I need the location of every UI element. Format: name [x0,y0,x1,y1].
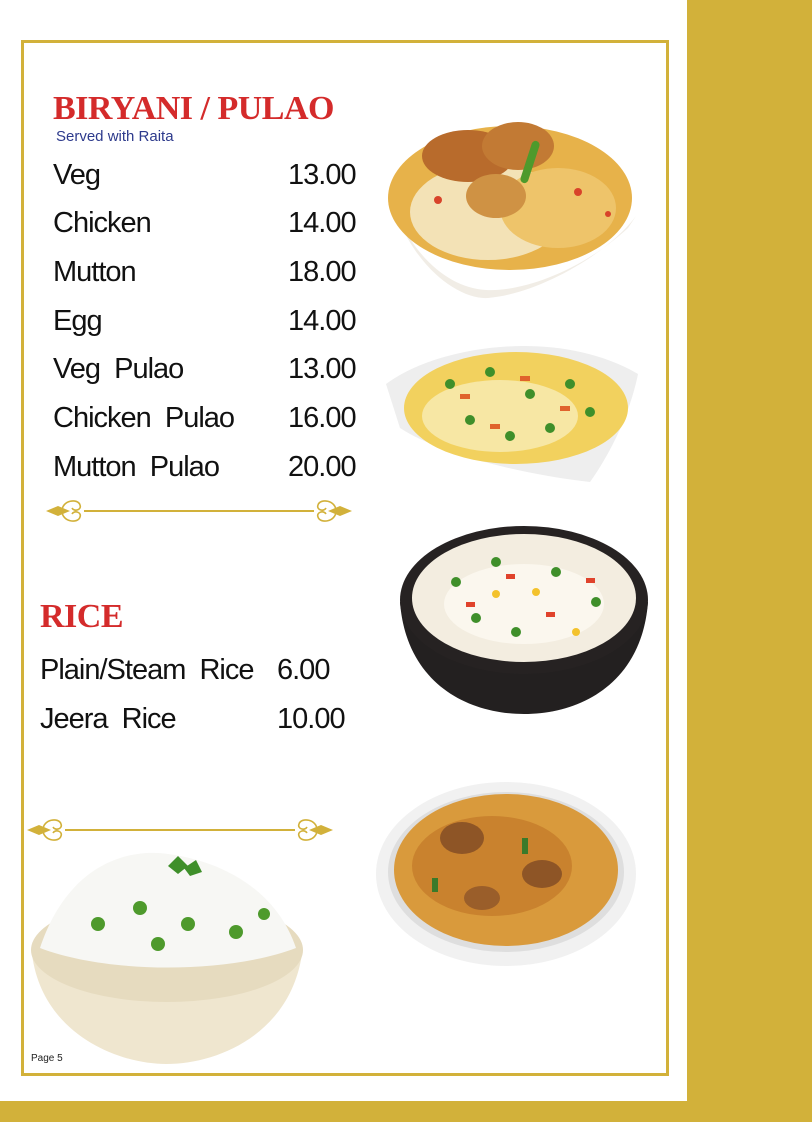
menu-item-name: Mutton [53,256,136,288]
gold-side-band [687,0,812,1122]
menu-item-name: Mutton Pulao [53,451,219,483]
menu-item-name: Plain/Steam Rice [40,654,254,686]
menu-item-price: 16.00 [288,402,356,434]
menu-item-name: Chicken Pulao [53,402,235,434]
menu-item [40,702,360,736]
mutton-biryani-photo [372,778,640,972]
menu-item-name: Egg [53,305,102,337]
chicken-biryani-photo [378,104,644,302]
menu-item-price: 10.00 [277,703,345,735]
menu-item-name: Veg Pulao [53,353,184,385]
page-number: Page 5 [31,1053,63,1064]
veg-pulao-photo [380,324,644,486]
menu-item [53,401,373,435]
menu-item-name: Chicken [53,207,151,239]
menu-item [53,450,373,484]
jeera-rice-photo [28,844,306,1066]
gold-bottom-band [0,1101,812,1122]
menu-item [40,653,360,687]
menu-item-price: 13.00 [288,353,356,385]
menu-item-price: 6.00 [277,654,330,686]
menu-item [53,255,373,289]
menu-item-price: 20.00 [288,451,356,483]
ornament-divider [44,494,354,528]
ornament-divider [25,813,335,847]
menu-item [53,158,373,192]
menu-item-price: 18.00 [288,256,356,288]
menu-item [53,206,373,240]
menu-item-price: 14.00 [288,305,356,337]
section-title-biryani: BIRYANI / PULAO [53,90,334,127]
menu-item-price: 14.00 [288,207,356,239]
section-subtitle-biryani: Served with Raita [56,128,174,145]
section-title-rice: RICE [40,598,124,635]
fried-rice-photo [396,522,652,716]
menu-item [53,304,373,338]
menu-item-name: Jeera Rice [40,703,176,735]
menu-item [53,352,373,386]
menu-item-price: 13.00 [288,159,356,191]
menu-item-name: Veg [53,159,100,191]
